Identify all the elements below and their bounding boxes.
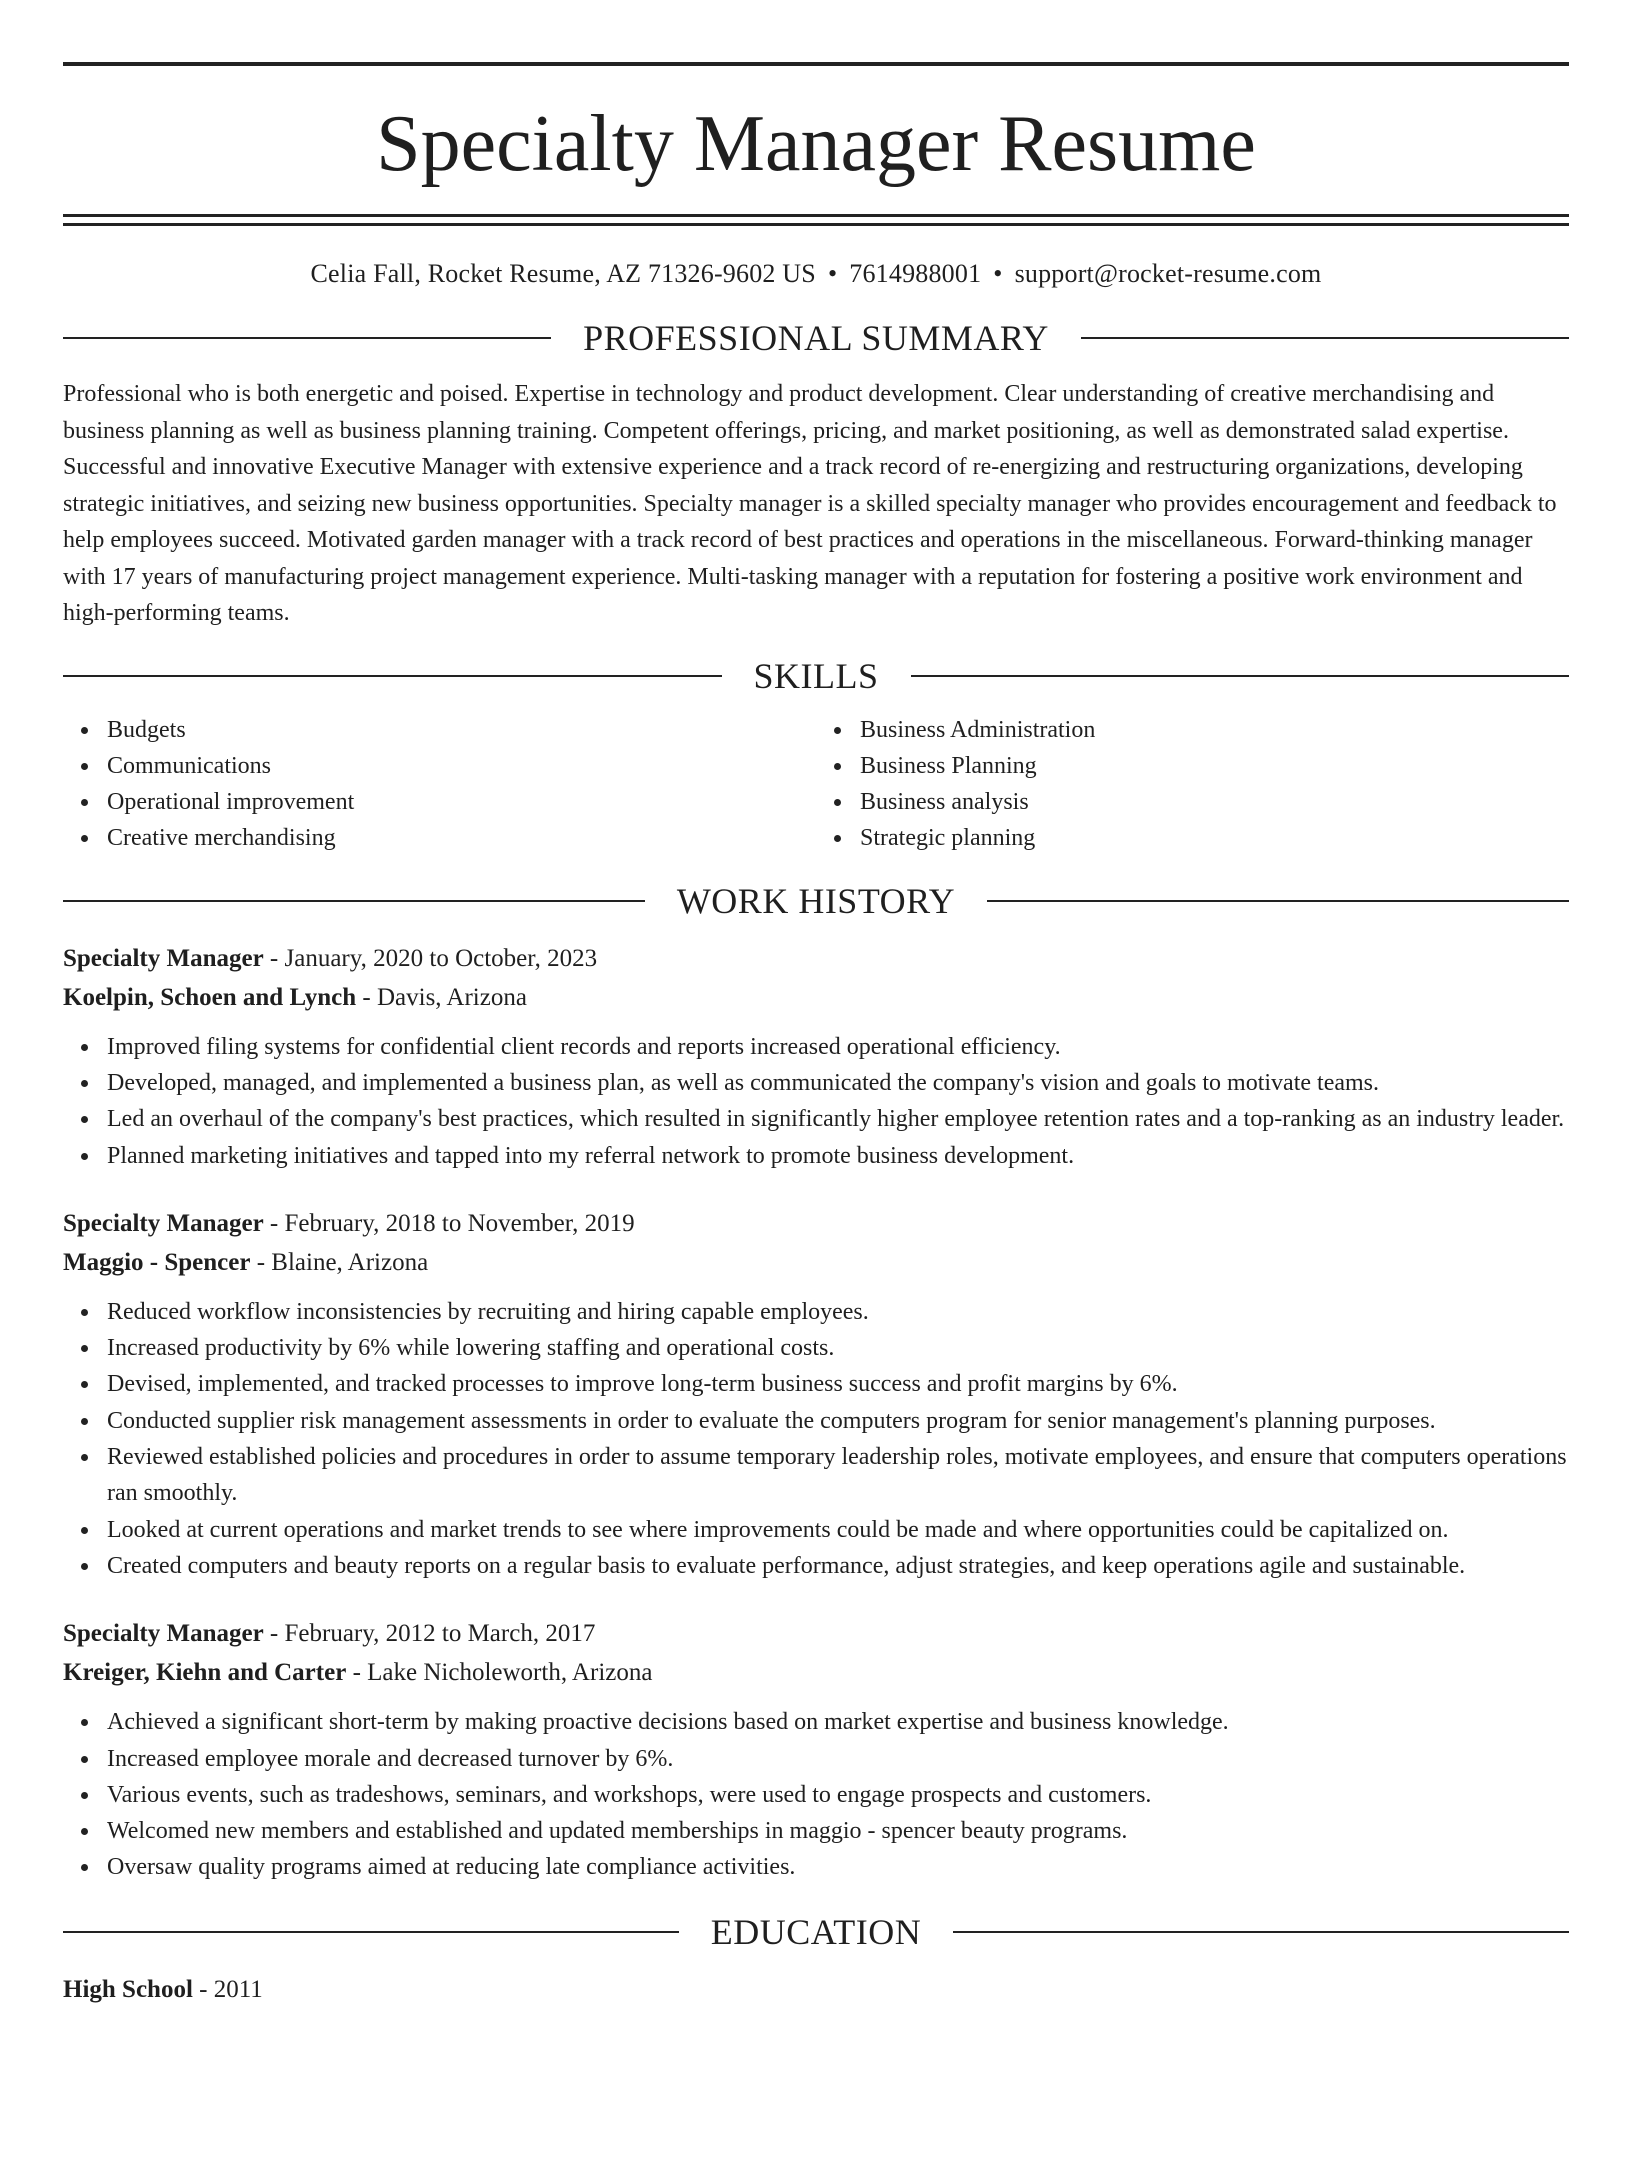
education-degree: High School	[63, 1975, 193, 2003]
education-entry	[63, 1970, 1569, 2009]
job-title: Specialty Manager	[63, 1209, 264, 1237]
job-location: - Blaine, Arizona	[250, 1248, 429, 1276]
job-location: - Davis, Arizona	[356, 983, 527, 1011]
job-dates: - January, 2020 to October, 2023	[263, 944, 598, 972]
job-bullet: Conducted supplier risk management assessments in order to evaluate the computers program for senior management's planning purposes.	[107, 1403, 1569, 1439]
job-bullet: Reviewed established policies and procedures in order to assume temporary leadership roles, motivate employees, and ensure that computers operations ran smoothly.	[107, 1439, 1569, 1512]
job-bullets	[63, 1704, 1569, 1885]
job-company-line	[63, 978, 1569, 1017]
heading-rule	[63, 337, 551, 339]
skill-item: Budgets	[107, 712, 816, 748]
job-dates: - February, 2018 to November, 2019	[263, 1209, 635, 1237]
skills-list-left	[63, 712, 816, 857]
contact-address: Celia Fall, Rocket Resume, AZ 71326-9602 US	[310, 259, 816, 288]
job-bullet: Welcomed new members and established and updated memberships in maggio - spencer beauty programs.	[107, 1813, 1569, 1849]
section-heading-summary	[63, 314, 1569, 362]
section-title-summary: PROFESSIONAL SUMMARY	[583, 318, 1049, 358]
contact-email: support@rocket-resume.com	[1014, 259, 1322, 288]
section-heading-work	[63, 877, 1569, 925]
job-entry	[63, 1614, 1569, 1885]
job-title-line	[63, 1614, 1569, 1653]
heading-rule	[63, 900, 645, 902]
heading-rule	[911, 675, 1570, 677]
heading-rule	[1081, 337, 1569, 339]
skill-item: Creative merchandising	[107, 820, 816, 856]
job-entry	[63, 939, 1569, 1174]
job-title: Specialty Manager	[63, 1620, 264, 1648]
job-entry	[63, 1204, 1569, 1584]
job-bullet: Planned marketing initiatives and tapped into my referral network to promote business development.	[107, 1138, 1569, 1174]
job-bullet: Various events, such as tradeshows, seminars, and workshops, were used to engage prospects and customers.	[107, 1777, 1569, 1813]
job-bullet: Looked at current operations and market trends to see where improvements could be made and where opportunities could be capitalized on.	[107, 1512, 1569, 1548]
heading-rule	[987, 900, 1569, 902]
skill-item: Operational improvement	[107, 784, 816, 820]
job-bullet: Improved filing systems for confidential client records and reports increased operational efficiency.	[107, 1029, 1569, 1065]
skill-item: Business Administration	[860, 712, 1569, 748]
job-bullet: Led an overhaul of the company's best practices, which resulted in significantly higher employee retention rates and a top-ranking as an industry leader.	[107, 1101, 1569, 1137]
job-company: Maggio - Spencer	[63, 1248, 251, 1276]
skills-list-right	[816, 712, 1569, 857]
job-bullet: Achieved a significant short-term by making proactive decisions based on market expertise and business knowledge.	[107, 1704, 1569, 1740]
job-bullet: Devised, implemented, and tracked processes to improve long-term business success and profit margins by 6%.	[107, 1366, 1569, 1402]
job-bullet: Increased productivity by 6% while lowering staffing and operational costs.	[107, 1330, 1569, 1366]
job-bullet: Created computers and beauty reports on a regular basis to evaluate performance, adjust strategies, and keep operations agile and sustainable.	[107, 1548, 1569, 1584]
section-heading-skills	[63, 652, 1569, 700]
heading-rule	[63, 1931, 679, 1933]
skill-item: Communications	[107, 748, 816, 784]
resume-title: Specialty Manager Resume	[376, 100, 1256, 188]
job-bullets	[63, 1029, 1569, 1174]
contact-phone: 7614988001	[849, 259, 982, 288]
contact-line	[63, 256, 1569, 292]
job-title-line	[63, 939, 1569, 978]
section-title-skills: SKILLS	[753, 655, 879, 696]
resume-page	[0, 62, 1632, 2174]
skill-item: Business analysis	[860, 784, 1569, 820]
skill-item: Strategic planning	[860, 820, 1569, 856]
job-company-line	[63, 1243, 1569, 1282]
summary-text: Professional who is both energetic and poised. Expertise in technology and product development. Clear understanding of creative merchandising and business planning as well as business planning training. Competent offerings, pricing, and market positioning, as well as demonstrated salad expertise. Successful and innovative Executive Manager with extensive experience and a track record of re-energizing and restructuring organizations, developing strategic initiatives, and seizing new business opportunities. Specialty manager is a skilled specialty manager who provides encouragement and feedback to help employees succeed. Motivated garden manager with a track record of best practices and operations in the miscellaneous. Forward-thinking manager with 17 years of manufacturing project management experience. Multi-tasking manager with a reputation for fostering a positive work environment and high-performing teams.	[63, 381, 1557, 626]
contact-separator: •	[993, 259, 1003, 288]
section-title-education: EDUCATION	[710, 1911, 922, 1952]
job-location: - Lake Nicholeworth, Arizona	[346, 1659, 653, 1687]
contact-separator: •	[827, 259, 838, 288]
title-double-rule	[63, 214, 1569, 226]
job-title: Specialty Manager	[63, 944, 264, 972]
job-bullet: Oversaw quality programs aimed at reducing late compliance activities.	[107, 1849, 1569, 1885]
skill-item: Business Planning	[860, 748, 1569, 784]
job-bullet: Developed, managed, and implemented a business plan, as well as communicated the company's vision and goals to motivate teams.	[107, 1065, 1569, 1101]
job-bullet: Increased employee morale and decreased turnover by 6%.	[107, 1741, 1569, 1777]
top-rule	[63, 62, 1569, 66]
section-heading-education	[63, 1908, 1569, 1956]
job-bullet: Reduced workflow inconsistencies by recruiting and hiring capable employees.	[107, 1294, 1569, 1330]
job-company-line	[63, 1653, 1569, 1692]
job-title-line	[63, 1204, 1569, 1243]
job-company: Kreiger, Kiehn and Carter	[63, 1659, 347, 1687]
heading-rule	[63, 675, 722, 677]
section-title-work: WORK HISTORY	[676, 880, 956, 921]
job-bullets	[63, 1294, 1569, 1584]
education-year: - 2011	[192, 1975, 263, 2003]
job-dates: - February, 2012 to March, 2017	[263, 1620, 596, 1648]
job-company: Koelpin, Schoen and Lynch	[63, 983, 357, 1011]
heading-rule	[953, 1931, 1569, 1933]
skills-columns	[63, 712, 1569, 857]
